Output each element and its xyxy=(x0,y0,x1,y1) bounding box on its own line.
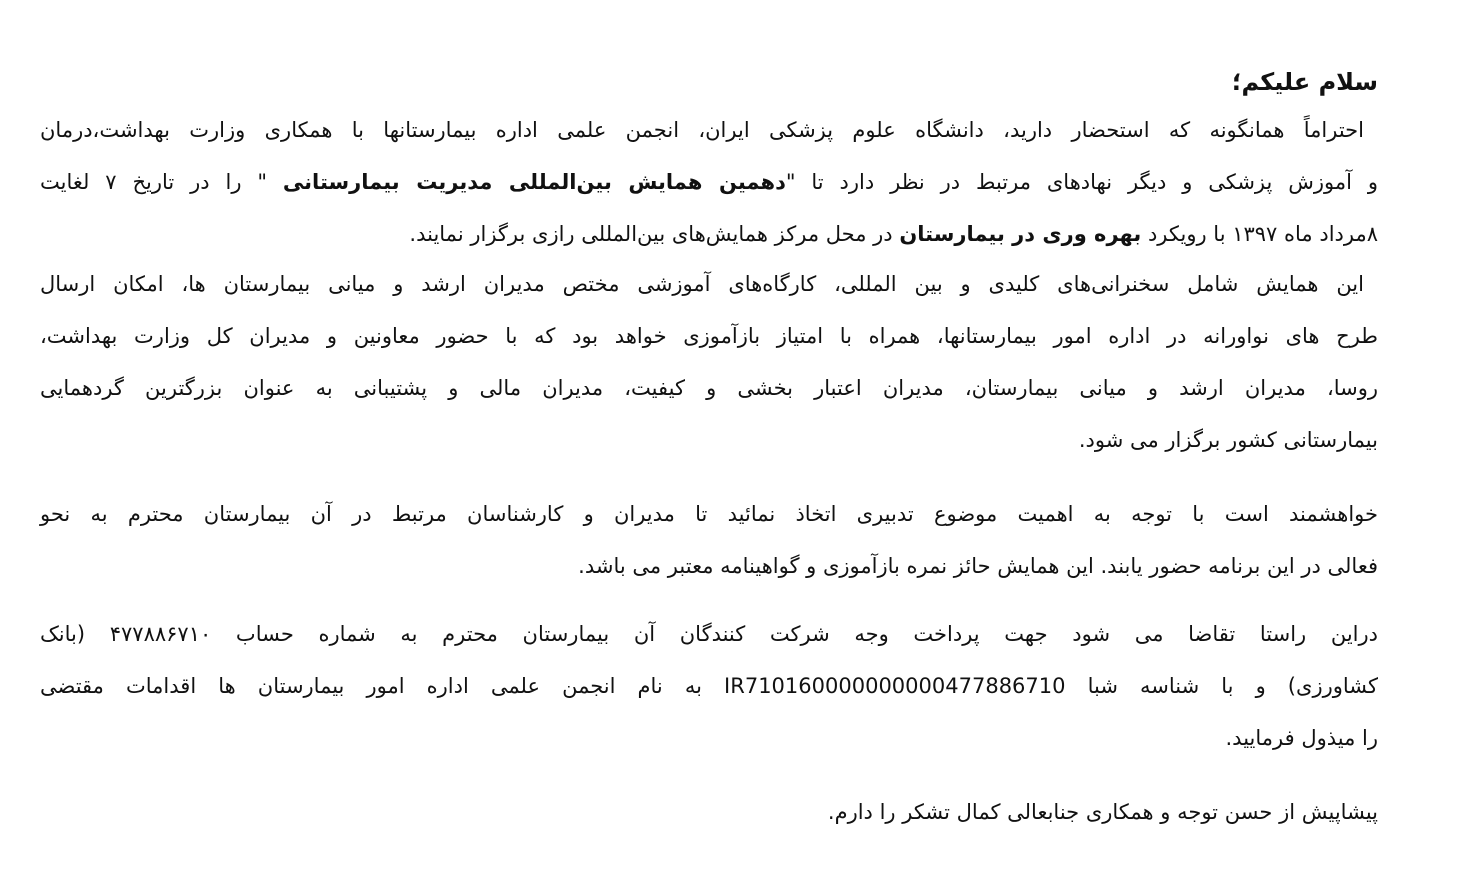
text-line xyxy=(40,156,1378,208)
greeting: سلام علیکم؛ xyxy=(1231,68,1378,96)
paragraph-announcement xyxy=(40,104,1378,260)
text-line: دراین راستا تقاضا می شود جهت پرداخت وجه شرکت کنندگان آن بیمارستان محترم به شماره حساب ۴۷۷۸۸۶۷۱۰ (بانک xyxy=(40,622,1378,646)
text-line: پیشاپیش از حسن توجه و همکاری جنابعالی کمال تشکر را دارم. xyxy=(827,800,1378,824)
text-line: این همایش شامل سخنرانی‌های کلیدی و بین المللی، کارگاه‌های آموزشی مختص مدیران ارشد و میانی بیمارستان ها، امکان ارسال xyxy=(40,272,1364,296)
conference-title: دهمین همایش بین‌المللی مدیریت بیمارستانی xyxy=(282,170,786,194)
conference-theme: بهره وری در بیمارستان xyxy=(899,222,1142,246)
text-line xyxy=(40,208,1378,260)
text-span: کشاورزی) و با شناسه شبا xyxy=(1065,674,1378,698)
text-span: در محل مرکز همایش‌های بین‌المللی رازی برگزار نمایند. xyxy=(409,222,900,246)
letter-page xyxy=(40,0,1378,891)
text-line: خواهشمند است با توجه به اهمیت موضوع تدبیری اتخاذ نمائید تا مدیران و کارشناسان مرتبط در آن بیمارستان محترم به نحو xyxy=(40,502,1378,526)
text-line: احتراماً همانگونه که استحضار دارید، دانشگاه علوم پزشکی ایران، انجمن علمی اداره بیمارستانها با همکاری وزارت بهداشت،درمان xyxy=(40,118,1364,142)
paragraph-closing xyxy=(40,786,1378,838)
text-span: و آموزش پزشکی و دیگر نهادهای مرتبط در نظر دارد تا " xyxy=(785,170,1378,194)
text-line: بیمارستانی کشور برگزار می شود. xyxy=(1078,428,1378,452)
text-span: " را در تاریخ ۷ لغایت xyxy=(40,170,283,194)
text-span: به نام انجمن علمی اداره امور بیمارستان ها اقدامات مقتضی xyxy=(40,674,725,698)
text-line: را میذول فرمایید. xyxy=(1225,726,1378,750)
text-line xyxy=(40,660,1378,712)
iban-number: IR710160000000000477886710 xyxy=(724,674,1066,698)
paragraph-request xyxy=(40,488,1378,592)
text-line: طرح های نواورانه در اداره امور بیمارستانها، همراه با امتیاز بازآموزی خواهد بود که با حضور معاونین و مدیران کل وزارت بهداشت، xyxy=(40,324,1378,348)
paragraph-description xyxy=(40,258,1378,466)
text-line: روسا، مدیران ارشد و میانی بیمارستان، مدیران اعتبار بخشی و کیفیت، مدیران مالی و پشتیبانی به عنوان بزرگترین گردهمایی xyxy=(40,376,1378,400)
text-line: فعالی در این برنامه حضور یابند. این همایش حائز نمره بازآموزی و گواهینامه معتبر می باشد. xyxy=(578,554,1378,578)
paragraph-payment xyxy=(40,608,1378,764)
text-span: ۸مرداد ماه ۱۳۹۷ با رویکرد xyxy=(1141,222,1378,246)
